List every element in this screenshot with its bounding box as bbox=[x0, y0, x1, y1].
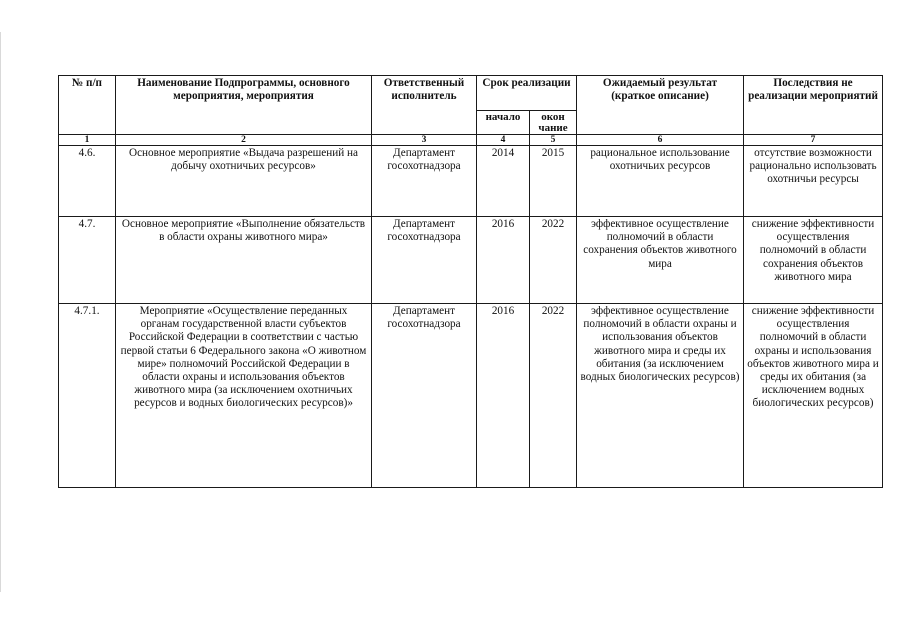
col-number: 1 bbox=[59, 135, 116, 146]
page-edge-line bbox=[0, 32, 1, 592]
column-numbers-row bbox=[59, 135, 883, 146]
header-end: окон чание bbox=[530, 111, 577, 135]
row-number: 4.7. bbox=[59, 217, 116, 304]
header-executor: Ответственный исполнитель bbox=[372, 76, 477, 135]
col-number: 3 bbox=[372, 135, 477, 146]
row-name: Основное мероприятие «Выдача разрешений на добычу охотничьих ресурсов» bbox=[116, 146, 372, 217]
row-consequences: снижение эффективности осуществления полномочий в области охраны и использования объектов животного мира и среды их обитания (за исключением водных биологических ресурсов) bbox=[744, 304, 883, 488]
program-measures-table bbox=[58, 75, 883, 488]
row-result: эффективное осуществление полномочий в области охраны и использования объектов животного мира и среды их обитания (за исключением водных биологических ресурсов) bbox=[577, 304, 744, 488]
row-start-year: 2016 bbox=[477, 304, 530, 488]
row-start-year: 2016 bbox=[477, 217, 530, 304]
row-result: рациональное использование охотничьих ресурсов bbox=[577, 146, 744, 217]
table-row bbox=[59, 304, 883, 488]
row-number: 4.6. bbox=[59, 146, 116, 217]
row-name: Мероприятие «Осуществление переданных органам государственной власти субъектов Российской Федерации в соответствии с частью первой статьи 6 Федерального закона «О животном мире» полномочий Российской Федерации в области охраны и использования объектов животного мира (за исключением охотничьих ресурсов и водных биологических ресурсов)» bbox=[116, 304, 372, 488]
col-number: 7 bbox=[744, 135, 883, 146]
row-executor: Департамент госохотнадзора bbox=[372, 146, 477, 217]
header-consequences: Последствия не реализации мероприятий bbox=[744, 76, 883, 135]
row-start-year: 2014 bbox=[477, 146, 530, 217]
header-start: начало bbox=[477, 111, 530, 135]
header-name: Наименование Подпрограммы, основного мероприятия, мероприятия bbox=[116, 76, 372, 135]
col-number: 6 bbox=[577, 135, 744, 146]
col-number: 2 bbox=[116, 135, 372, 146]
col-number: 5 bbox=[530, 135, 577, 146]
row-consequences: отсутствие возможности рационально использовать охотничьи ресурсы bbox=[744, 146, 883, 217]
col-number: 4 bbox=[477, 135, 530, 146]
row-number: 4.7.1. bbox=[59, 304, 116, 488]
header-term: Срок реализации bbox=[477, 76, 577, 111]
header-result: Ожидаемый результат (краткое описание) bbox=[577, 76, 744, 135]
row-result: эффективное осуществление полномочий в области сохранения объектов животного мира bbox=[577, 217, 744, 304]
row-executor: Департамент госохотнадзора bbox=[372, 217, 477, 304]
header-number: № п/п bbox=[59, 76, 116, 135]
row-name: Основное мероприятие «Выполнение обязательств в области охраны животного мира» bbox=[116, 217, 372, 304]
row-consequences: снижение эффективности осуществления полномочий в области сохранения объектов животного мира bbox=[744, 217, 883, 304]
row-executor: Департамент госохотнадзора bbox=[372, 304, 477, 488]
row-end-year: 2015 bbox=[530, 146, 577, 217]
table-row bbox=[59, 217, 883, 304]
table-row bbox=[59, 146, 883, 217]
row-end-year: 2022 bbox=[530, 304, 577, 488]
header-row bbox=[59, 76, 883, 111]
row-end-year: 2022 bbox=[530, 217, 577, 304]
